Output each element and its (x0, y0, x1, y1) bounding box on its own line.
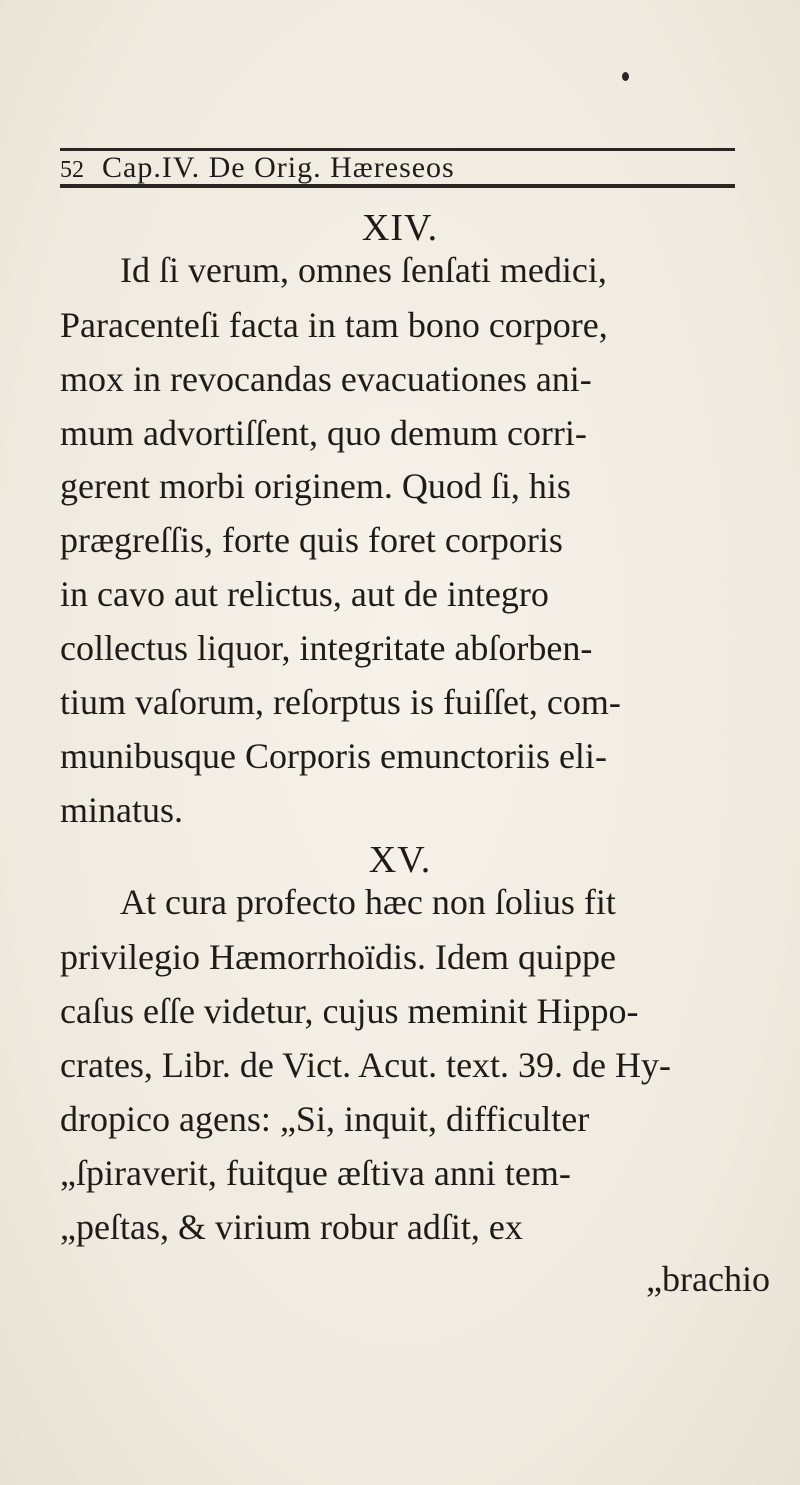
paragraph-line: Paracenteſi facta in tam bono corpore, (60, 305, 608, 345)
paragraph-line: caſus eſſe videtur, cujus meminit Hippo- (60, 991, 639, 1031)
paragraph-line: mox in revocandas evacuationes ani- (60, 359, 592, 399)
paragraph-line: dropico agens: „Si, inquit, difficulter (60, 1099, 590, 1139)
paragraph-line: „peſtas, & virium robur adſit, ex (60, 1207, 523, 1247)
page-header (60, 148, 735, 194)
paragraph-line: mum advortiſſent, quo demum corri- (60, 413, 587, 453)
paragraph-line: gerent morbi originem. Quod ſi, his (60, 466, 571, 506)
section-number-xv: XV. (368, 839, 432, 881)
paragraph-line: At cura profecto hæc non ſolius fit (120, 882, 616, 922)
header-bottom-rule (60, 184, 735, 188)
paragraph-line: collectus liquor, integritate abſorben- (60, 628, 593, 668)
paragraph-line: privilegio Hæmorrhoïdis. Idem quippe (60, 937, 616, 977)
ink-spot (622, 72, 629, 81)
paragraph-line: „ſpiraverit, fuitque æſtiva anni tem- (60, 1153, 571, 1193)
paragraph-line: munibusque Corporis emunctoriis eli- (60, 736, 607, 776)
paragraph-line: in cavo aut relictus, aut de integro (60, 574, 549, 614)
page-number: 52 (60, 157, 84, 183)
paragraph-line: crates, Libr. de Vict. Acut. text. 39. de Hy- (60, 1045, 672, 1085)
catchword: „brachio (646, 1259, 770, 1299)
section-number-xiv: XIV. (361, 207, 439, 249)
paragraph-line: prægreſſis, forte quis foret corporis (60, 520, 563, 560)
running-head: Cap.IV. De Orig. Hæreseos (102, 151, 455, 184)
paragraph-line: Id ſi verum, omnes ſenſati medici, (120, 250, 607, 290)
paragraph-line: minatus. (60, 790, 183, 830)
paragraph-line: tium vaſorum, reſorptus is fuiſſet, com- (60, 682, 621, 722)
